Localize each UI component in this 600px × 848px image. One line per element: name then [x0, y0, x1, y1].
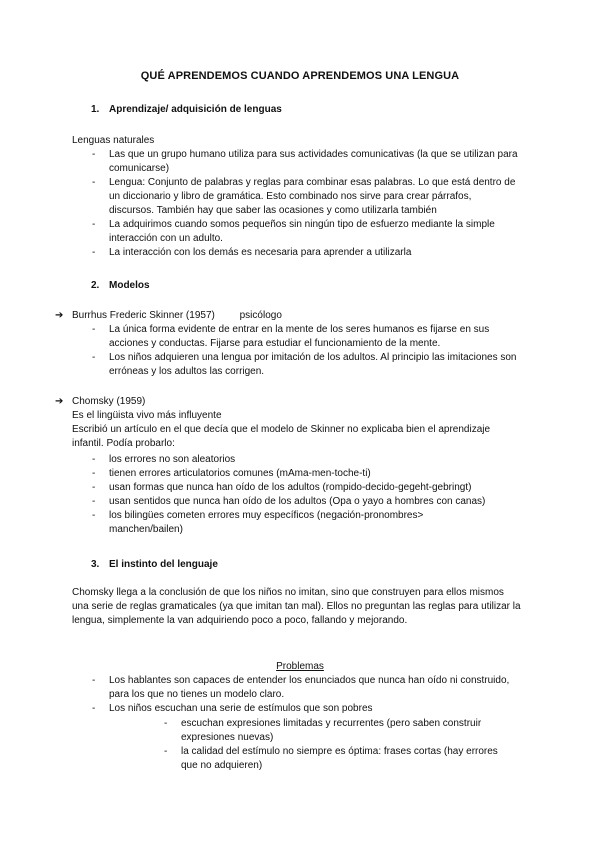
arrow-bullet-icon: ➔ [55, 310, 64, 321]
chomsky-list [92, 453, 519, 537]
list-item: - la calidad del estímulo no siempre es óptima: frases cortas (hay errores que no adquieren) [164, 746, 498, 771]
list-item: - Los hablantes son capaces de entender los enunciados que nunca han oído ni construido, para los que no tienes un modelo claro. [92, 675, 510, 700]
list-item: - La única forma evidente de entrar en la mente de los seres humanos es fijarse en sus acciones y conductas. Fijarse para estudiar el funcionamiento de la mente. [92, 324, 490, 349]
dash-bullet: - [92, 247, 96, 258]
list-item: - los bilingües cometen errores muy específicos (negación-pronombres> manchen/bailen) [92, 510, 424, 535]
list-item: - Los niños escuchan una serie de estímulos que son pobres [92, 703, 373, 714]
dash-bullet: - [92, 510, 96, 521]
section-number: 1. [91, 104, 100, 115]
list-item: - La adquirimos cuando somos pequeños sin ningún tipo de esfuerzo mediante la simple interacción con un adulto. [92, 219, 495, 244]
list-item: - usan sentidos que nunca han oído de los adultos (Opa o yayo a hombres con canas) [92, 496, 486, 507]
dash-bullet: - [164, 746, 168, 757]
problems-title: Problemas [276, 661, 324, 672]
page-title: QUÉ APRENDEMOS CUANDO APRENDEMOS UNA LENGUA [140, 70, 460, 82]
section-title: Modelos [109, 280, 150, 291]
skinner-name: Burrhus Frederic Skinner (1957) [72, 310, 215, 321]
dash-bullet: - [92, 468, 96, 479]
section-title: Aprendizaje/ adquisición de lenguas [109, 104, 282, 115]
list-item: - escuchan expresiones limitadas y recurrentes (pero saben construir expresiones nuevas) [164, 718, 482, 743]
skinner-role: psicólogo [239, 310, 282, 321]
list-item: - tienen errores articulatorios comunes (mAma-men-toche-ti) [92, 468, 371, 479]
intro-text: Lenguas naturales [72, 135, 155, 146]
dash-bullet: - [92, 352, 96, 363]
chomsky-entry [55, 395, 512, 451]
dash-bullet: - [92, 675, 96, 686]
dash-bullet: - [92, 454, 96, 465]
section-3-paragraph: Chomsky llega a la conclusión de que los niños no imitan, sino que construyen para ellos mismos una serie de reglas gramaticales (ya que imitan tan mal). Ellos no preguntan las reglas para utilizar la lengua, simplemente la van adquiriendo poco a poco, fallando y mejorando. [72, 587, 521, 626]
dash-bullet: - [92, 149, 96, 160]
subproblems-list [164, 717, 516, 773]
dash-bullet: - [92, 703, 96, 714]
dash-bullet: - [92, 496, 96, 507]
list-item: - usan formas que nunca han oído de los adultos (rompido-decido-gegeht-gebringt) [92, 482, 472, 493]
section-3-heading [91, 558, 218, 572]
section-number: 3. [91, 559, 100, 570]
list-item: - Lengua: Conjunto de palabras y reglas para combinar esas palabras. Lo que está dentro de un diccionario y libro de gramática. Esto combinado nos sirve para crear párrafos, discursos. También hay que saber las ocasiones y como utilizarla también [92, 177, 516, 216]
section-1-list [92, 148, 519, 260]
chomsky-line-2: Escribió un artículo en el que decía que el modelo de Skinner no explicaba bien el aprendizaje infantil. Podía probarlo: [72, 424, 491, 449]
list-item: - los errores no son aleatorios [92, 454, 236, 465]
section-title: El instinto del lenguaje [109, 559, 218, 570]
list-item: - Las que un grupo humano utiliza para sus actividades comunicativas (la que se utilizan para comunicarse) [92, 149, 518, 174]
chomsky-name: Chomsky (1959) [72, 396, 146, 407]
dash-bullet: - [164, 718, 168, 729]
list-item: - Los niños adquieren una lengua por imitación de los adultos. Al principio las imitaciones son erróneas y los adultos las corrigen. [92, 352, 517, 377]
list-item: - La interacción con los demás es necesaria para aprender a utilizarla [92, 247, 412, 258]
problems-list [92, 674, 519, 716]
chomsky-line-1: Es el lingüista vivo más influyente [72, 410, 222, 421]
dash-bullet: - [92, 177, 96, 188]
dash-bullet: - [92, 324, 96, 335]
section-2-heading [91, 279, 150, 293]
skinner-list [92, 323, 519, 379]
dash-bullet: - [92, 219, 96, 230]
arrow-bullet-icon: ➔ [55, 396, 64, 407]
skinner-entry [55, 309, 282, 323]
section-number: 2. [91, 280, 100, 291]
dash-bullet: - [92, 482, 96, 493]
section-1-heading [91, 103, 282, 117]
